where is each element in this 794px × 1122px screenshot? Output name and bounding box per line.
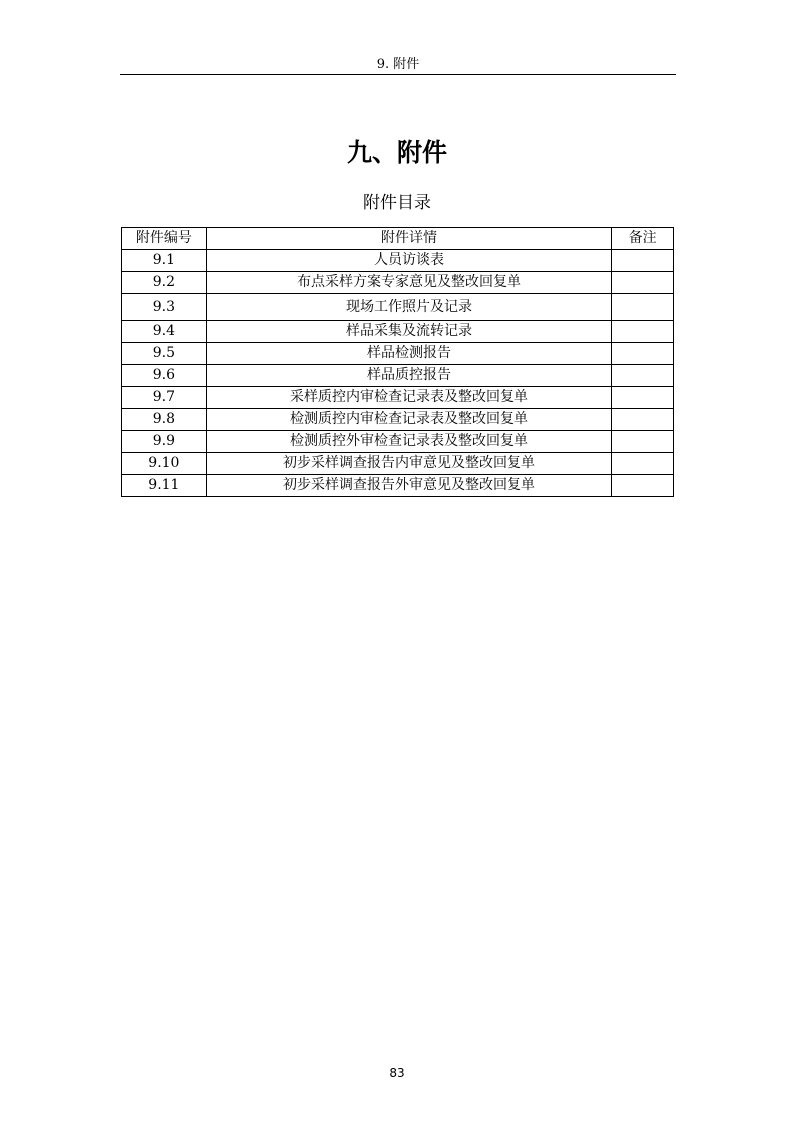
- table-row: [122, 294, 674, 321]
- table-row: [122, 409, 674, 431]
- attachment-detail: 样品采集及流转记录: [206, 321, 611, 343]
- page-number: 83: [389, 1066, 405, 1080]
- attachment-note: [612, 294, 674, 321]
- attachment-note: [612, 431, 674, 453]
- attachment-note: [612, 475, 674, 497]
- table-row: [122, 272, 674, 294]
- table-row: [122, 387, 674, 409]
- attachment-number: 9.4: [122, 321, 207, 343]
- attachment-detail: 检测质控内审检查记录表及整改回复单: [206, 409, 611, 431]
- attachment-detail: 样品检测报告: [206, 343, 611, 365]
- attachment-number: 9.9: [122, 431, 207, 453]
- attachment-note: [612, 272, 674, 294]
- attachment-detail: 初步采样调查报告外审意见及整改回复单: [206, 475, 611, 497]
- attachment-detail: 检测质控外审检查记录表及整改回复单: [206, 431, 611, 453]
- attachment-number: 9.10: [122, 453, 207, 475]
- running-header: 9. 附件: [120, 56, 676, 75]
- attachment-number: 9.1: [122, 250, 207, 272]
- attachment-note: [612, 250, 674, 272]
- attachment-note: [612, 453, 674, 475]
- attachment-note: [612, 321, 674, 343]
- attachment-number: 9.2: [122, 272, 207, 294]
- column-header-note: 备注: [612, 228, 674, 250]
- attachment-note: [612, 409, 674, 431]
- attachment-number: 9.5: [122, 343, 207, 365]
- attachment-detail: 布点采样方案专家意见及整改回复单: [206, 272, 611, 294]
- attachment-detail: 人员访谈表: [206, 250, 611, 272]
- attachment-number: 9.7: [122, 387, 207, 409]
- column-header-number: 附件编号: [122, 228, 207, 250]
- attachment-note: [612, 387, 674, 409]
- table-row: [122, 453, 674, 475]
- table-row: [122, 250, 674, 272]
- attachment-number: 9.8: [122, 409, 207, 431]
- table-header-row: [122, 228, 674, 250]
- attachment-number: 9.6: [122, 365, 207, 387]
- chapter-title: 九、附件: [346, 138, 447, 167]
- table-caption: 附件目录: [363, 193, 431, 213]
- attachment-detail: 现场工作照片及记录: [206, 294, 611, 321]
- attachment-detail: 采样质控内审检查记录表及整改回复单: [206, 387, 611, 409]
- attachment-note: [612, 343, 674, 365]
- table-row: [122, 365, 674, 387]
- table-row: [122, 475, 674, 497]
- table-row: [122, 343, 674, 365]
- attachment-detail: 样品质控报告: [206, 365, 611, 387]
- attachment-note: [612, 365, 674, 387]
- table-row: [122, 431, 674, 453]
- table-row: [122, 321, 674, 343]
- attachment-table: [121, 227, 674, 497]
- attachment-number: 9.11: [122, 475, 207, 497]
- attachment-number: 9.3: [122, 294, 207, 321]
- attachment-detail: 初步采样调查报告内审意见及整改回复单: [206, 453, 611, 475]
- column-header-detail: 附件详情: [206, 228, 611, 250]
